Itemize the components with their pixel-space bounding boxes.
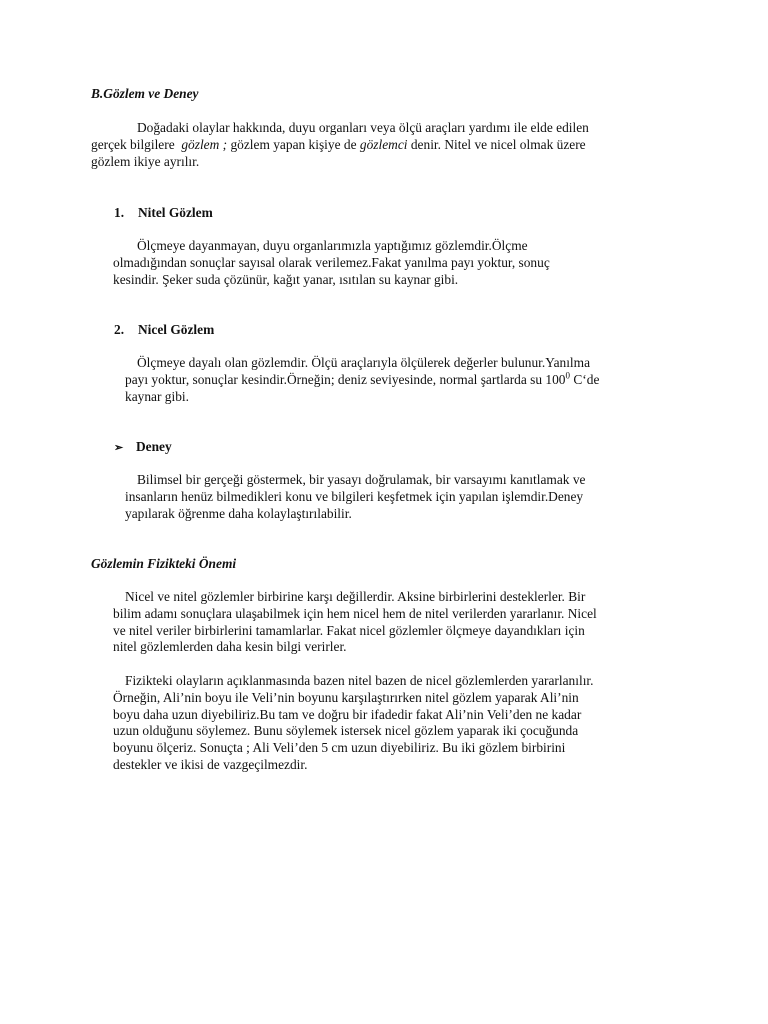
onemi-p1-line-4: nitel gözlemlerden daha kesin bilgi verirler. [113, 639, 347, 655]
onemi-p2-line-4: uzun olduğunu söylemez. Bunu söylemek istersek nicel gözlem yaparak iki çocuğunda [113, 723, 579, 739]
onemi-p2-line-1: Fizikteki olayların açıklanmasında bazen nitel bazen de nicel gözlemlerden yararlanılır. [125, 673, 594, 688]
deney-title: Deney [136, 439, 172, 454]
onemi-p2-line-2: Örneğin, Ali’nin boyu ile Veli’nin boyunu karşılaştırırken nitel gözlem yaparak Ali’nin [113, 689, 579, 705]
nicel-number: 2. [114, 322, 125, 337]
onemi-title: Gözlemin Fizikteki Önemi [91, 556, 237, 571]
onemi-p2-line-5: boyunu ölçeriz. Sonuçta ; Ali Veli’den 5 cm uzun diyebiliriz. Bu iki gözlem birbirini [113, 740, 566, 756]
onemi-p1-line-3: ve nitel veriler birbirlerini tamamlarlar. Fakat nicel gözlemler ölçmeye dayandıkları için [113, 622, 585, 638]
intro-line-2 [91, 137, 589, 154]
onemi-p1-line-2: bilim adamı sonuçlara ulaşabilmek için hem nicel hem de nitel verilerden yararlanır. Nicel [113, 605, 597, 621]
deney-paragraph [125, 472, 585, 522]
nicel-line-1: Ölçmeye dayalı olan gözlemdir. Ölçü araçlarıyla ölçülerek değerler bulunur.Yanılma [137, 355, 591, 370]
arrow-bullet-icon: ➢ [114, 442, 124, 454]
deney-line-2: insanların henüz bilmedikleri konu ve bilgileri keşfetmek için yapılan işlemdir.Deney [125, 488, 584, 504]
intro-line-1: Doğadaki olaylar hakkında, duyu organları veya ölçü araçları yardımı ile elde edilen [137, 120, 589, 135]
nitel-paragraph [113, 238, 550, 288]
nicel-line-2 [125, 372, 599, 389]
section-b-title: B.Gözlem ve Deney [91, 86, 199, 101]
nicel-line-3: kaynar gibi. [125, 388, 189, 404]
intro-line-2-mid: gözlem yapan kişiye de [230, 136, 357, 152]
onemi-p2-line-6: destekler ve ikisi de vazgeçilmezdir. [113, 756, 308, 772]
deney-heading [114, 439, 172, 457]
degree-superscript: 0 [565, 370, 571, 381]
nitel-line-3: kesindir. Şeker suda çözünür, kağıt yanar, ısıtılan su kaynar gibi. [113, 271, 459, 287]
intro-paragraph [91, 120, 589, 170]
nicel-line-2-pre: payı yoktur, sonuçlar kesindir.Örneğin; deniz seviyesinde, normal şartlarda su 100 [125, 371, 566, 387]
term-gozlemci: gözlemci [359, 136, 408, 152]
onemi-paragraph-2 [113, 673, 593, 774]
nitel-title: Nitel Gözlem [138, 205, 213, 220]
nitel-heading [114, 205, 213, 222]
intro-line-3: gözlem ikiye ayrılır. [91, 153, 200, 169]
nitel-number: 1. [114, 205, 125, 220]
nicel-heading [114, 322, 214, 339]
onemi-paragraph-1 [113, 589, 597, 656]
nicel-paragraph [125, 355, 599, 405]
nitel-line-1: Ölçmeye dayanmayan, duyu organlarımızla yaptığımız gözlemdir.Ölçme [137, 238, 528, 253]
deney-line-3: yapılarak öğrenme daha kolaylaştırılabilir. [125, 505, 352, 521]
deney-line-1: Bilimsel bir gerçeği göstermek, bir yasayı doğrulamak, bir varsayımı kanıtlamak ve [137, 472, 586, 487]
onemi-p2-line-3: boyu daha uzun diyebiliriz.Bu tam ve doğru bir ifadedir fakat Ali’nin Veli’den ne kadar [113, 706, 582, 722]
onemi-p1-line-1: Nicel ve nitel gözlemler birbirine karşı değillerdir. Aksine birbirlerini desteklerler. Bir [125, 589, 586, 604]
term-gozlem: gözlem ; [181, 136, 228, 152]
nicel-title: Nicel Gözlem [138, 322, 215, 337]
intro-line-2-pre: gerçek bilgilere [91, 136, 175, 152]
nicel-line-2-post: C‘de [570, 371, 600, 387]
intro-line-2-post: denir. Nitel ve nicel olmak üzere [410, 136, 586, 152]
nitel-line-2: olmadığından sonuçlar sayısal olarak verilemez.Fakat yanılma payı yoktur, sonuç [113, 254, 550, 270]
